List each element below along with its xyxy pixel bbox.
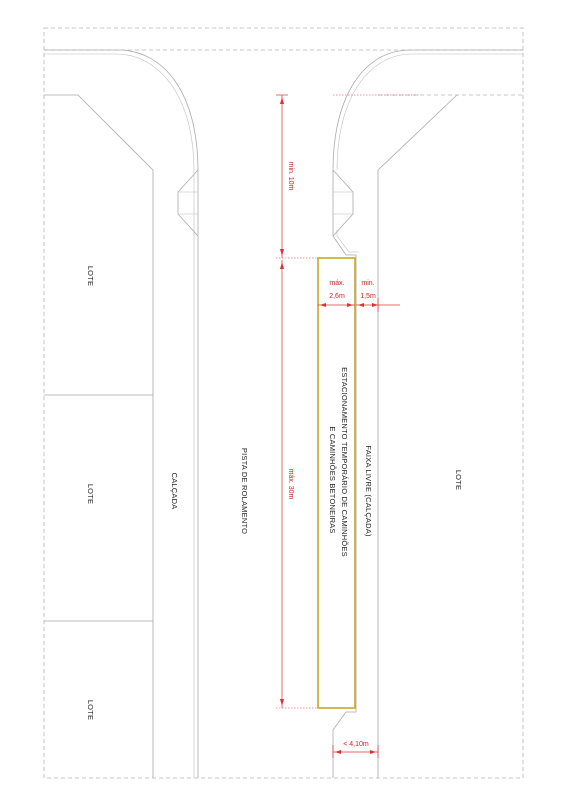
dim-text-30m: máx. 30m [287,468,294,500]
dim-arrow [370,750,376,754]
label-lote-bottom: LOTE [86,699,95,721]
label-pista: PISTA DE ROLAMENTO [240,447,249,535]
left-curb-curve [44,50,198,170]
dim-arrow [320,303,326,307]
drawing-frame [44,28,523,778]
label-estacionamento-line2: E CAMINHÕES BETONEIRAS [328,426,337,534]
dim-text-1-5m-b: 1,5m [360,293,376,300]
left-lot-outline [44,95,153,778]
label-faixa-livre: FAIXA LIVRE (CALÇADA) [364,445,373,537]
dim-text-2-6m-a: máx. [329,280,345,287]
dim-arrow [280,249,284,256]
left-ramp [178,170,198,236]
dim-arrow [372,303,378,307]
right-curb-curve [333,50,523,170]
dim-arrow [335,750,341,754]
label-estacionamento-line1: ESTACIONAMENTO TEMPORÁRIO DE CAMINHÕES [340,367,349,557]
label-calcada: CALÇADA [170,472,179,510]
right-curb-curve-inner [337,54,523,170]
dim-text-10m: min. 10m [287,161,294,191]
left-block [44,50,198,778]
right-ramp [333,170,353,236]
dim-arrow [280,262,284,269]
dim-text-2-6m-b: 2,6m [329,293,345,300]
dim-text-1-5m-a: min. [361,280,375,287]
left-curb-curve-inner [44,54,194,170]
label-lote-top: LOTE [86,265,95,287]
right-lot-outline [378,95,457,778]
dim-arrow [280,97,284,104]
dim-arrow [347,303,353,307]
right-curb-line-inner [337,230,359,252]
label-lote-middle: LOTE [86,483,95,505]
label-lote-right: LOTE [454,469,463,491]
dim-text-4-10m: < 4,10m [343,741,369,748]
right-block [333,50,523,778]
dim-arrow [358,303,364,307]
dim-arrow [280,699,284,706]
